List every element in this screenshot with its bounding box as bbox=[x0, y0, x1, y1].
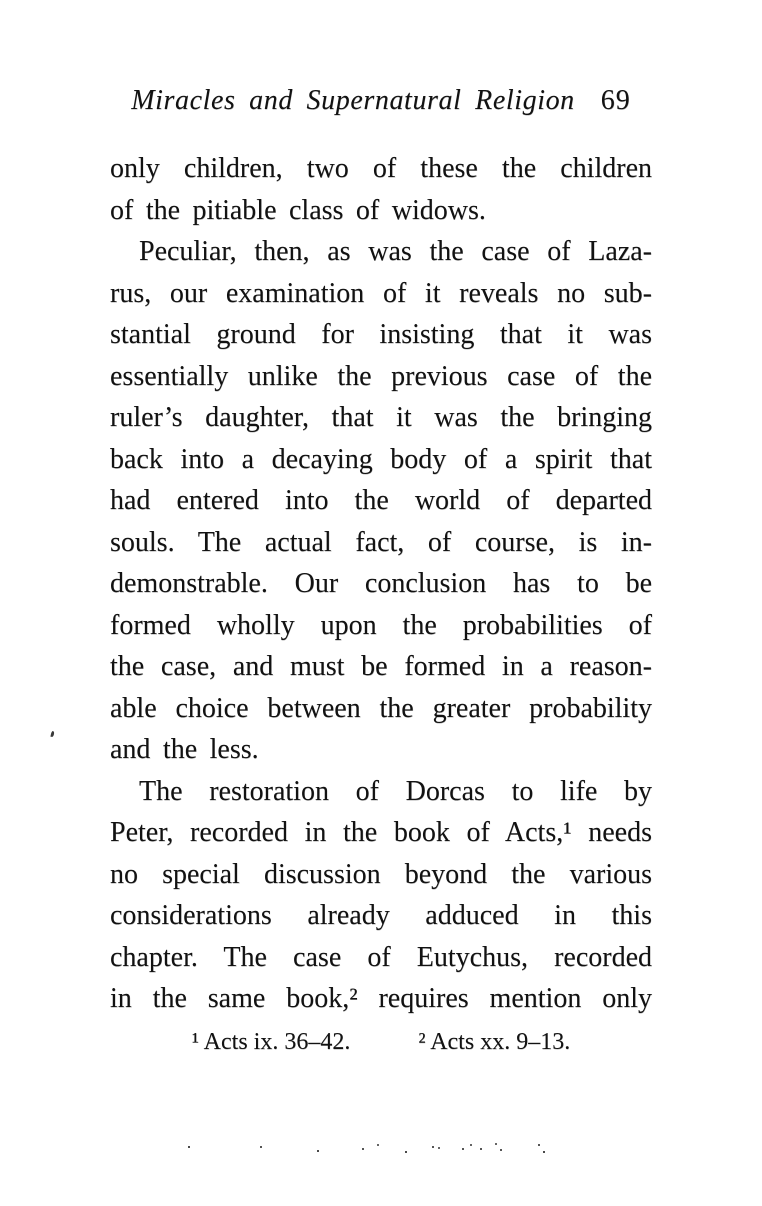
text-line: formed wholly upon the probabilities of bbox=[110, 609, 652, 641]
text-line: only children, two of these the children bbox=[110, 153, 652, 184]
text-line: ruler’s daughter, that it was the bringing bbox=[110, 402, 652, 433]
text-line: stantial ground for insisting that it was bbox=[110, 319, 652, 350]
text-line: no special discussion beyond the various bbox=[110, 858, 652, 890]
running-header bbox=[110, 84, 652, 118]
text-line: considerations already adduced in this bbox=[110, 900, 652, 931]
page-number: 69 bbox=[600, 85, 631, 116]
text-line: and the less. bbox=[110, 734, 259, 765]
scan-speckle-dots bbox=[188, 1146, 190, 1148]
text-line: chapter. The case of Eutychus, recorded bbox=[110, 941, 652, 973]
text-line: souls. The actual fact, of course, is in- bbox=[110, 526, 652, 558]
text-line: rus, our examination of it reveals no sub- bbox=[110, 277, 652, 309]
footnote-2: ² Acts xx. 9–13. bbox=[418, 1029, 571, 1055]
text-line: Peter, recorded in the book of Acts,¹ needs bbox=[110, 817, 652, 848]
body-text bbox=[110, 148, 652, 1020]
text-line: able choice between the greater probability bbox=[110, 692, 652, 724]
text-line: essentially unlike the previous case of the bbox=[110, 360, 652, 392]
text-line: in the same book,² requires mention only bbox=[110, 983, 652, 1014]
text-line: had entered into the world of departed bbox=[110, 485, 652, 516]
footnotes bbox=[110, 1026, 652, 1058]
text-line: Peculiar, then, as was the case of Laza- bbox=[139, 236, 652, 267]
running-header-title: Miracles and Supernatural Religion bbox=[131, 85, 575, 116]
text-line: the case, and must be formed in a reason- bbox=[110, 651, 652, 682]
scan-speck-mark bbox=[50, 731, 54, 737]
text-line: The restoration of Dorcas to life by bbox=[139, 775, 652, 807]
text-line: back into a decaying body of a spirit that bbox=[110, 443, 652, 475]
text-line: demonstrable. Our conclusion has to be bbox=[110, 568, 652, 599]
footnote-1: ¹ Acts ix. 36–42. bbox=[191, 1029, 351, 1055]
text-line: of the pitiable class of widows. bbox=[110, 194, 486, 226]
